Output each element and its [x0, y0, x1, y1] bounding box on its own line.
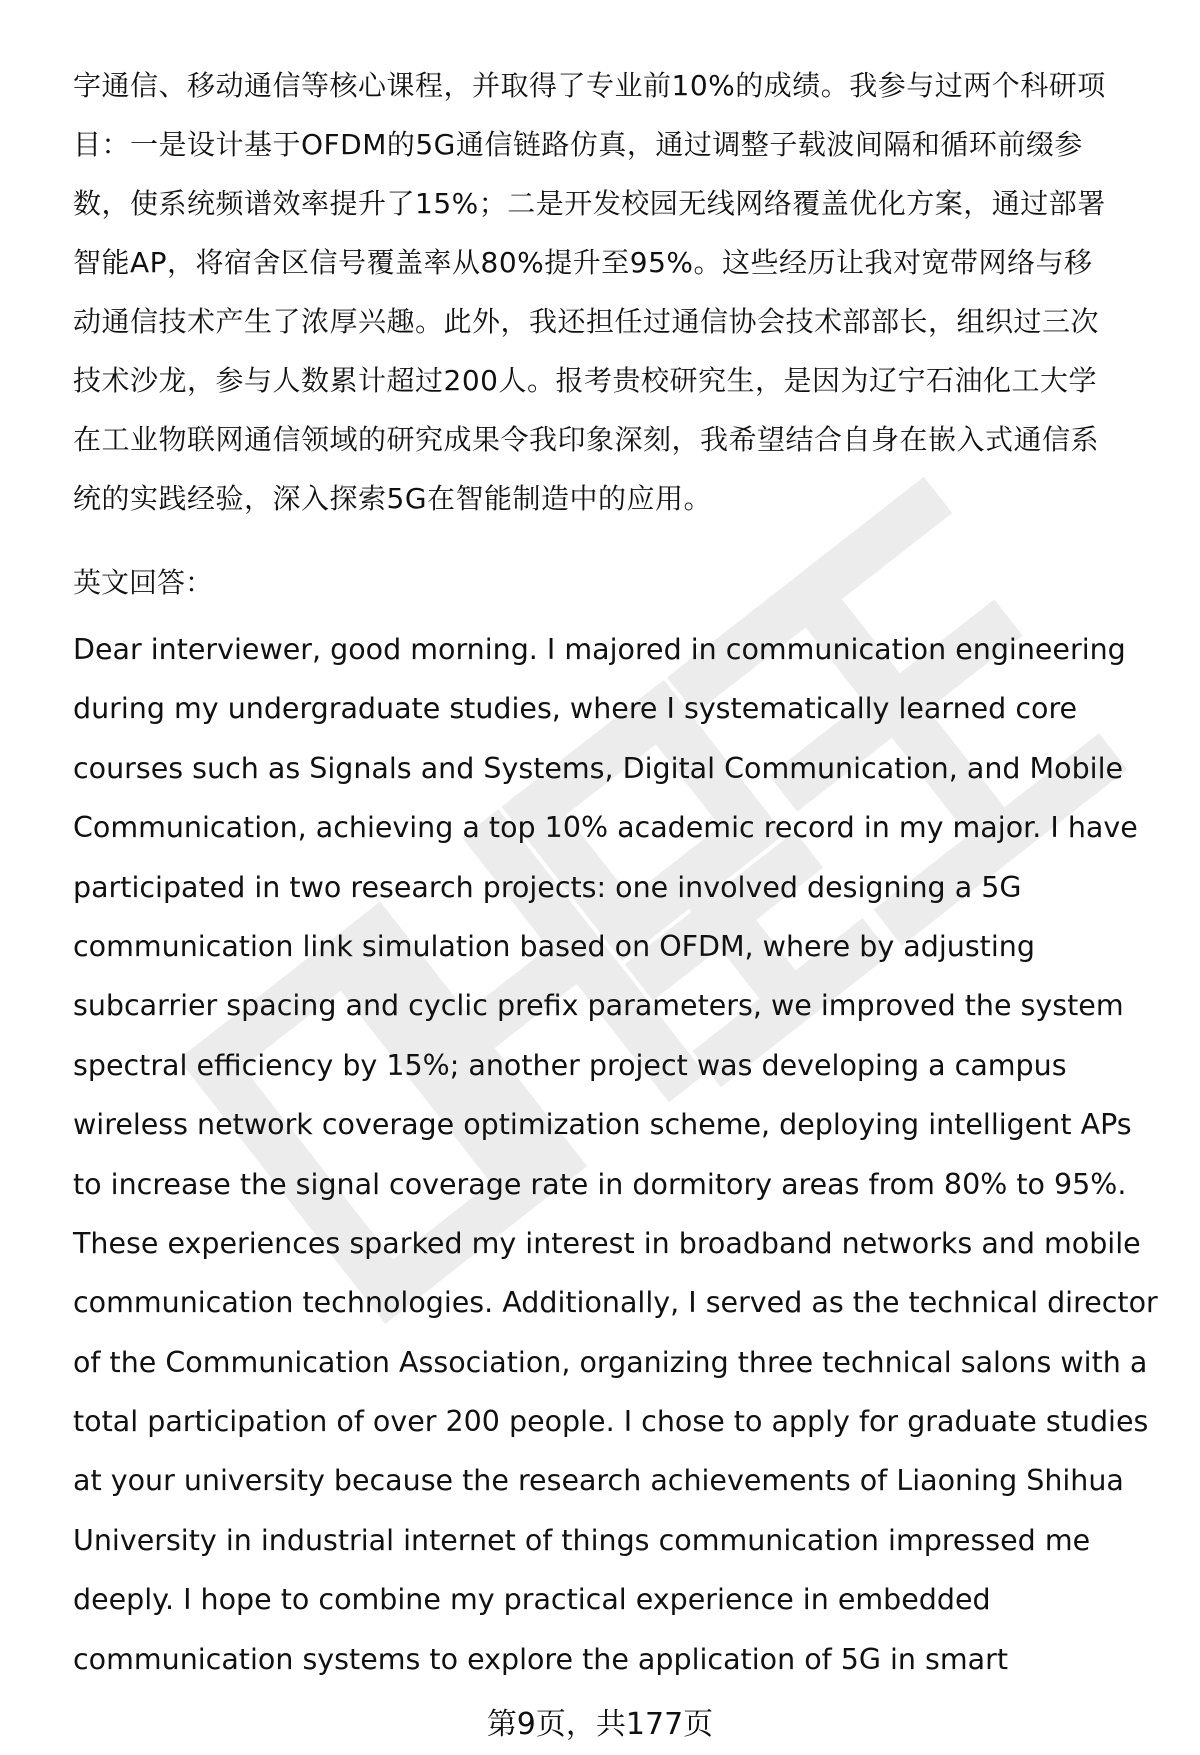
english-line: during my undergraduate studies, where I systematically learned core — [73, 692, 1078, 726]
english-line: subcarrier spacing and cyclic prefix parameters, we improved the system — [73, 989, 1124, 1023]
english-line: deeply. I hope to combine my practical experience in embedded — [73, 1583, 991, 1617]
english-line: Communication, achieving a top 10% academic record in my major. I have — [73, 811, 1138, 845]
english-line: These experiences sparked my interest in broadband networks and mobile — [73, 1226, 1141, 1260]
english-line: participated in two research projects: one involved designing a 5G — [73, 870, 1022, 904]
english-line: communication systems to explore the application of 5G in smart — [73, 1642, 1009, 1676]
english-line: communication technologies. Additionally, I served as the technical director — [73, 1286, 1158, 1320]
english-answer-paragraph — [73, 620, 1163, 1689]
chinese-line: 字通信、移动通信等核心课程，并取得了专业前10%的成绩。我参与过两个科研项 — [73, 69, 1106, 102]
english-line: of the Communication Association, organizing three technical salons with a — [73, 1345, 1148, 1379]
chinese-line: 目：一是设计基于OFDM的5G通信链路仿真，通过调整子载波间隔和循环前缀参 — [73, 128, 1083, 161]
english-line: University in industrial internet of things communication impressed me — [73, 1523, 1091, 1557]
chinese-line: 技术沙龙，参与人数累计超过200人。报考贵校研究生，是因为辽宁石油化工大学 — [73, 364, 1097, 397]
chinese-line: 智能AP，将宿舍区信号覆盖率从80%提升至95%。这些经历让我对宽带网络与移 — [73, 246, 1093, 279]
english-line: to increase the signal coverage rate in dormitory areas from 80% to 95%. — [73, 1167, 1127, 1201]
english-line: total participation of over 200 people. I chose to apply for graduate studies — [73, 1405, 1149, 1439]
chinese-line: 数，使系统频谱效率提升了15%；二是开发校园无线网络覆盖优化方案，通过部署 — [73, 187, 1106, 220]
page-number-footer: 第9页，共177页 — [486, 1707, 714, 1742]
english-line: wireless network coverage optimization scheme, deploying intelligent APs — [73, 1108, 1132, 1142]
chinese-line: 统的实践经验，深入探索5G在智能制造中的应用。 — [73, 482, 713, 515]
english-line: at your university because the research achievements of Liaoning Shihua — [73, 1464, 1124, 1498]
chinese-answer-paragraph — [73, 56, 1143, 528]
chinese-line: 动通信技术产生了浓厚兴趣。此外，我还担任过通信协会技术部部长，组织过三次 — [73, 305, 1100, 338]
chinese-line: 在工业物联网通信领域的研究成果令我印象深刻，我希望结合自身在嵌入式通信系 — [73, 423, 1100, 456]
english-line: communication link simulation based on OFDM, where by adjusting — [73, 929, 1035, 963]
english-line: spectral efficiency by 15%; another project was developing a campus — [73, 1048, 1067, 1082]
english-line: courses such as Signals and Systems, Digital Communication, and Mobile — [73, 751, 1124, 785]
english-line: Dear interviewer, good morning. I majored in communication engineering — [73, 633, 1126, 666]
english-answer-heading: 英文回答： — [73, 566, 214, 599]
